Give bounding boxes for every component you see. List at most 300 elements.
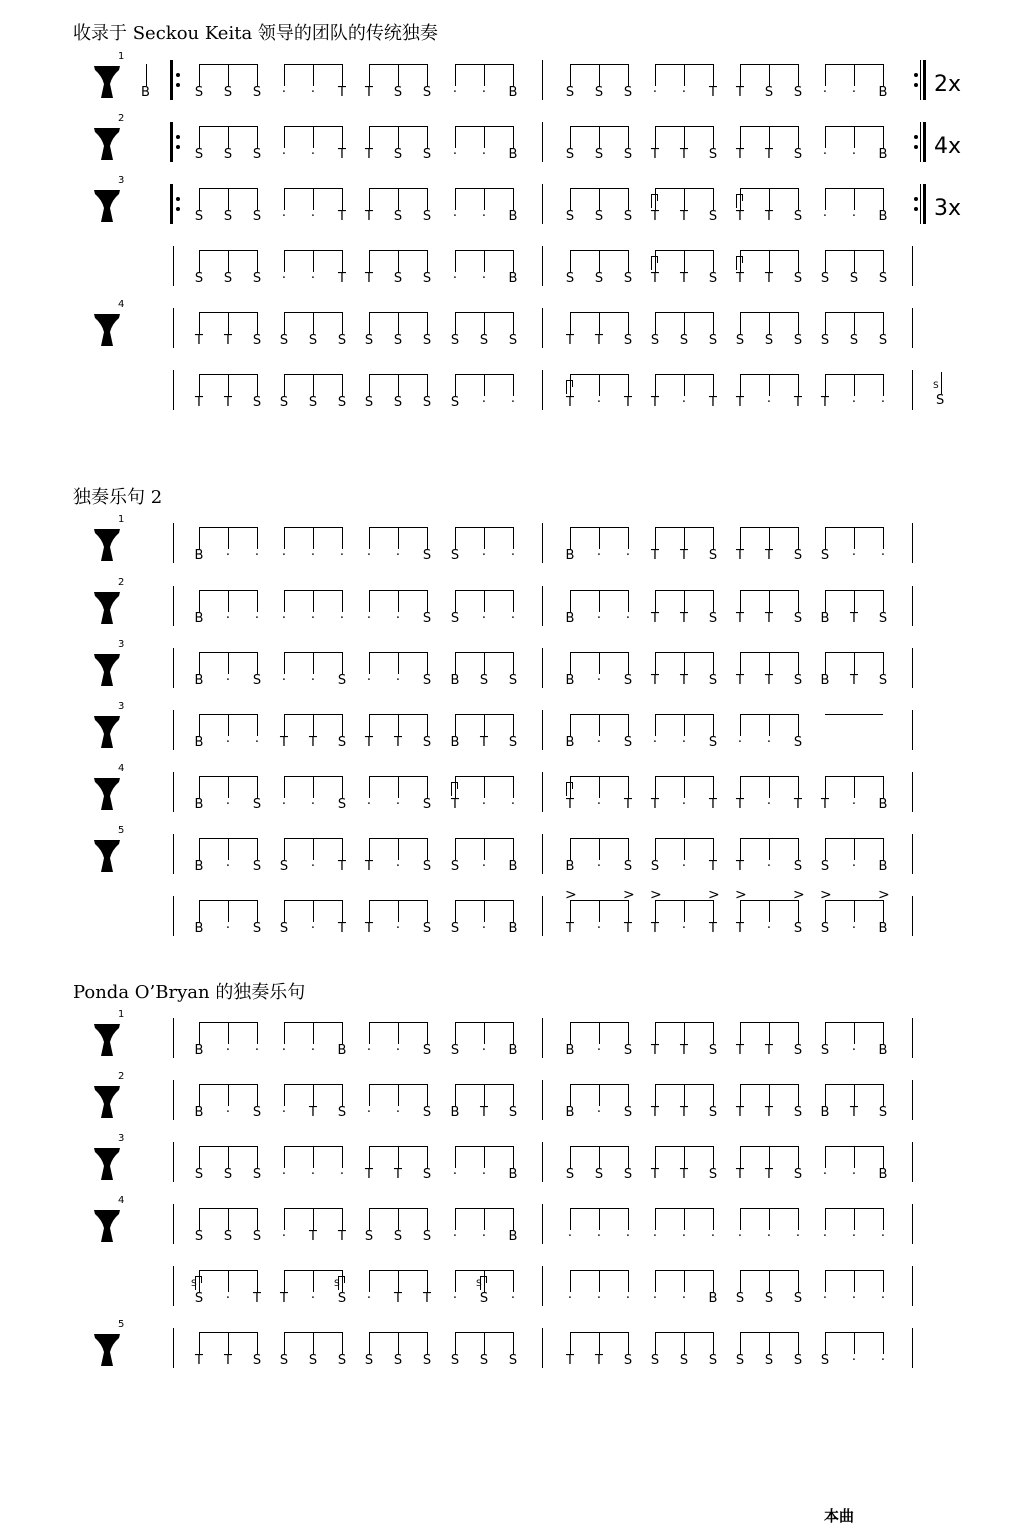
note-stem bbox=[228, 250, 229, 272]
note-symbol: T bbox=[765, 1167, 773, 1182]
note-symbol: · bbox=[225, 1105, 231, 1120]
note-symbol: S bbox=[793, 548, 803, 563]
note-stem bbox=[825, 126, 826, 148]
note-symbol: S bbox=[194, 85, 204, 100]
note-stem bbox=[628, 126, 629, 148]
note-symbol: S bbox=[252, 1105, 262, 1120]
note-symbol: T bbox=[566, 797, 574, 812]
note-symbol: S bbox=[252, 395, 262, 410]
beat-group bbox=[194, 1022, 260, 1058]
note-symbol: S bbox=[508, 1105, 518, 1120]
note-stem bbox=[854, 1208, 855, 1230]
note-symbol: S bbox=[308, 395, 318, 410]
beat-group bbox=[651, 652, 718, 688]
note-symbol: B bbox=[878, 209, 888, 224]
note-symbol: S bbox=[565, 209, 575, 224]
note-stem bbox=[369, 652, 370, 674]
bar-line bbox=[912, 370, 913, 410]
note-stem bbox=[570, 1270, 571, 1292]
beat-group bbox=[735, 1270, 803, 1306]
note-stem bbox=[798, 527, 799, 549]
note-stem bbox=[713, 374, 714, 396]
beat-group bbox=[452, 250, 518, 286]
note-stem bbox=[369, 250, 370, 272]
note-symbol: T bbox=[595, 333, 603, 348]
note-symbol: B bbox=[508, 271, 518, 286]
note-symbol: T bbox=[651, 797, 659, 812]
note-symbol: · bbox=[851, 1291, 857, 1306]
beat-group bbox=[652, 714, 718, 750]
note-symbol: · bbox=[310, 271, 316, 286]
bar-line bbox=[912, 834, 913, 874]
djembe-icon bbox=[92, 1206, 122, 1248]
note-stem bbox=[713, 1084, 714, 1106]
bar-line bbox=[912, 523, 913, 563]
note-symbol: B bbox=[878, 921, 888, 936]
beat-group bbox=[652, 64, 717, 100]
note-stem bbox=[398, 374, 399, 396]
note-stem bbox=[655, 652, 656, 674]
drum-number: 4 bbox=[118, 299, 125, 310]
beat-group bbox=[194, 652, 262, 688]
note-stem bbox=[369, 590, 370, 612]
note-stem bbox=[199, 900, 200, 922]
beat-group bbox=[194, 776, 262, 812]
note-stem bbox=[398, 714, 399, 736]
beat-group bbox=[736, 776, 802, 812]
note-stem bbox=[740, 1332, 741, 1354]
note-stem bbox=[740, 590, 741, 612]
beat-group bbox=[450, 1332, 518, 1368]
note-stem bbox=[284, 1084, 285, 1106]
note-symbol: · bbox=[481, 1229, 487, 1244]
beat-group bbox=[735, 887, 805, 936]
note-symbol: · bbox=[339, 1167, 345, 1182]
note-stem bbox=[740, 126, 741, 148]
note-symbol: S bbox=[422, 673, 432, 688]
note-symbol: · bbox=[452, 209, 458, 224]
note-symbol: B bbox=[450, 673, 460, 688]
beat-group bbox=[651, 776, 717, 812]
note-symbol: B bbox=[878, 797, 888, 812]
note-symbol: · bbox=[822, 1167, 828, 1182]
note-stem bbox=[713, 714, 714, 736]
bar-line bbox=[173, 834, 174, 874]
note-stem bbox=[484, 900, 485, 922]
note-symbol: S bbox=[708, 1105, 718, 1120]
note-symbol: S bbox=[793, 859, 803, 874]
note-stem bbox=[228, 1208, 229, 1230]
note-symbol: T bbox=[736, 859, 744, 874]
note-stem bbox=[257, 652, 258, 674]
note-stem bbox=[769, 652, 770, 674]
note-symbol: · bbox=[452, 147, 458, 162]
beat-group bbox=[366, 590, 432, 626]
note-stem bbox=[769, 714, 770, 736]
note-symbol: · bbox=[481, 147, 487, 162]
note-symbol: S bbox=[650, 859, 660, 874]
note-stem bbox=[484, 126, 485, 148]
note-stem bbox=[655, 1208, 656, 1230]
note-stem bbox=[599, 838, 600, 860]
note-symbol: S bbox=[508, 735, 518, 750]
note-symbol: S bbox=[623, 209, 633, 224]
beat-group bbox=[366, 527, 432, 563]
note-stem bbox=[398, 188, 399, 210]
note-symbol: T bbox=[736, 1167, 744, 1182]
note-stem bbox=[628, 1146, 629, 1168]
note-stem bbox=[257, 188, 258, 210]
note-stem bbox=[628, 64, 629, 86]
note-stem bbox=[599, 374, 600, 396]
note-stem bbox=[313, 714, 314, 736]
beat-group bbox=[194, 838, 262, 874]
note-symbol: · bbox=[596, 735, 602, 750]
note-stem bbox=[228, 1022, 229, 1044]
note-stem bbox=[199, 590, 200, 612]
beat-group bbox=[365, 64, 432, 100]
beat-group bbox=[565, 1084, 633, 1120]
note-symbol: B bbox=[194, 1105, 204, 1120]
beat-group bbox=[566, 312, 633, 348]
beat-group bbox=[194, 250, 262, 286]
note-symbol: T bbox=[566, 333, 574, 348]
note-symbol: S bbox=[337, 333, 347, 348]
section-title: 独奏乐句 2 bbox=[73, 487, 163, 508]
note-symbol: · bbox=[510, 797, 516, 812]
note-stem bbox=[740, 776, 741, 798]
note-symbol: B bbox=[878, 85, 888, 100]
note-symbol: S bbox=[793, 333, 803, 348]
note-stem bbox=[740, 374, 741, 396]
note-symbol: S bbox=[422, 1043, 432, 1058]
note-symbol: B bbox=[194, 921, 204, 936]
note-stem bbox=[199, 527, 200, 549]
note-stem bbox=[199, 64, 200, 86]
note-symbol: S bbox=[479, 1291, 489, 1306]
note-stem bbox=[684, 188, 685, 210]
note-stem bbox=[484, 250, 485, 272]
beat-group bbox=[565, 1146, 633, 1182]
note-stem bbox=[284, 1146, 285, 1168]
note-symbol: · bbox=[795, 1229, 801, 1244]
note-stem bbox=[484, 312, 485, 334]
note-symbol: S bbox=[337, 797, 347, 812]
beat-group bbox=[651, 1146, 718, 1182]
note-symbol: B bbox=[820, 611, 830, 626]
note-symbol: S bbox=[650, 1353, 660, 1368]
note-stem bbox=[369, 1332, 370, 1354]
note-stem bbox=[257, 250, 258, 272]
note-stem bbox=[199, 652, 200, 674]
note-symbol: S bbox=[708, 271, 718, 286]
note-symbol: S bbox=[793, 209, 803, 224]
drum-number: 1 bbox=[118, 1009, 125, 1020]
note-symbol: S bbox=[223, 209, 233, 224]
note-symbol: S bbox=[194, 209, 204, 224]
note-stem bbox=[628, 900, 629, 922]
note-stem bbox=[769, 776, 770, 798]
repeat-start-sign bbox=[170, 184, 180, 224]
section-title: Ponda O’Bryan 的独奏乐句 bbox=[73, 982, 306, 1003]
note-stem bbox=[342, 714, 343, 736]
note-symbol: · bbox=[310, 1167, 316, 1182]
note-symbol: S bbox=[623, 271, 633, 286]
note-stem bbox=[713, 776, 714, 798]
note-symbol: S bbox=[735, 333, 745, 348]
beat-group bbox=[651, 1084, 718, 1120]
note-symbol: S bbox=[623, 1167, 633, 1182]
note-stem bbox=[313, 590, 314, 612]
note-stem bbox=[628, 714, 629, 736]
note-stem bbox=[883, 250, 884, 272]
note-stem bbox=[883, 1332, 884, 1354]
note-stem bbox=[570, 1332, 571, 1354]
note-stem bbox=[513, 1270, 514, 1292]
note-symbol: · bbox=[225, 673, 231, 688]
note-stem bbox=[313, 1332, 314, 1354]
note-symbol: S bbox=[279, 1353, 289, 1368]
note-stem bbox=[284, 714, 285, 736]
bar-line bbox=[173, 1266, 174, 1306]
note-symbol: B bbox=[565, 859, 575, 874]
note-stem bbox=[655, 1270, 656, 1292]
bar-line bbox=[542, 1266, 543, 1306]
note-symbol: B bbox=[194, 673, 204, 688]
note-stem bbox=[284, 1332, 285, 1354]
beat-group bbox=[651, 188, 718, 224]
note-symbol: S bbox=[479, 1353, 489, 1368]
note-stem bbox=[228, 714, 229, 736]
note-stem bbox=[713, 1332, 714, 1354]
note-symbol: · bbox=[851, 1043, 857, 1058]
note-stem bbox=[655, 1146, 656, 1168]
note-stem bbox=[854, 900, 855, 922]
note-symbol: T bbox=[765, 1043, 773, 1058]
note-symbol: S bbox=[565, 1167, 575, 1182]
note-stem bbox=[513, 1084, 514, 1106]
note-symbol: T bbox=[765, 147, 773, 162]
note-symbol: T bbox=[195, 1353, 203, 1368]
note-stem bbox=[570, 126, 571, 148]
bar-line bbox=[912, 1080, 913, 1120]
note-stem bbox=[740, 714, 741, 736]
note-stem bbox=[798, 126, 799, 148]
repeat-count: 2x bbox=[934, 72, 962, 97]
note-symbol: · bbox=[395, 673, 401, 688]
note-stem bbox=[769, 312, 770, 334]
note-stem bbox=[854, 838, 855, 860]
note-stem bbox=[455, 1084, 456, 1106]
note-stem bbox=[427, 64, 428, 86]
note-symbol: · bbox=[481, 85, 487, 100]
note-symbol: S bbox=[793, 1105, 803, 1120]
note-symbol: · bbox=[652, 1229, 658, 1244]
note-symbol: · bbox=[254, 611, 260, 626]
note-symbol: S bbox=[252, 1229, 262, 1244]
note-symbol: S bbox=[623, 1105, 633, 1120]
note-stem bbox=[398, 838, 399, 860]
note-symbol: T bbox=[394, 735, 402, 750]
note-stem bbox=[398, 1146, 399, 1168]
note-symbol: B bbox=[565, 1043, 575, 1058]
note-stem bbox=[427, 1332, 428, 1354]
note-stem bbox=[427, 652, 428, 674]
note-stem bbox=[427, 714, 428, 736]
note-stem bbox=[570, 900, 571, 922]
note-stem bbox=[284, 776, 285, 798]
note-symbol: T bbox=[394, 1167, 402, 1182]
note-symbol: · bbox=[254, 548, 260, 563]
note-stem bbox=[398, 250, 399, 272]
repeat-start-sign bbox=[170, 122, 180, 162]
note-symbol: T bbox=[709, 395, 717, 410]
note-stem bbox=[369, 188, 370, 210]
beat-group bbox=[281, 64, 346, 100]
note-symbol: S bbox=[364, 1229, 374, 1244]
note-stem bbox=[655, 1332, 656, 1354]
bar-line bbox=[542, 370, 543, 410]
note-stem bbox=[257, 374, 258, 396]
note-stem bbox=[740, 1022, 741, 1044]
note-stem bbox=[854, 250, 855, 272]
beat-group bbox=[194, 126, 262, 162]
note-stem bbox=[798, 374, 799, 396]
beat-group bbox=[365, 188, 432, 224]
note-stem bbox=[769, 1332, 770, 1354]
note-stem bbox=[769, 527, 770, 549]
note-symbol: S bbox=[820, 1353, 830, 1368]
bar-line bbox=[912, 586, 913, 626]
beat-group bbox=[450, 1022, 518, 1058]
note-stem bbox=[313, 527, 314, 549]
note-stem bbox=[769, 250, 770, 272]
note-stem bbox=[342, 900, 343, 922]
note-stem bbox=[455, 250, 456, 272]
note-stem bbox=[628, 776, 629, 798]
note-stem bbox=[199, 1146, 200, 1168]
note-symbol: · bbox=[254, 1043, 260, 1058]
beat-group bbox=[821, 776, 888, 812]
note-stem bbox=[684, 838, 685, 860]
bar-line bbox=[912, 772, 913, 812]
note-stem bbox=[599, 652, 600, 674]
bar-line bbox=[912, 648, 913, 688]
note-symbol: B bbox=[508, 1229, 518, 1244]
bar-line bbox=[912, 246, 913, 286]
note-stem bbox=[513, 838, 514, 860]
note-stem bbox=[228, 1332, 229, 1354]
note-stem bbox=[513, 527, 514, 549]
note-symbol: S bbox=[337, 1291, 347, 1306]
beat-group bbox=[194, 527, 260, 563]
note-stem bbox=[825, 1146, 826, 1168]
bar-line bbox=[173, 710, 174, 750]
note-symbol: S bbox=[708, 1353, 718, 1368]
beat-group bbox=[736, 64, 803, 100]
note-symbol: B bbox=[708, 1291, 718, 1306]
beat-group bbox=[820, 312, 888, 348]
note-symbol: S bbox=[623, 333, 633, 348]
djembe-icon bbox=[92, 525, 122, 567]
note-symbol: · bbox=[681, 1291, 687, 1306]
note-symbol: S bbox=[793, 271, 803, 286]
note-symbol: S bbox=[565, 271, 575, 286]
note-symbol: S bbox=[450, 395, 460, 410]
note-symbol: · bbox=[510, 548, 516, 563]
note-symbol: S bbox=[422, 1105, 432, 1120]
note-symbol: T bbox=[566, 1353, 574, 1368]
note-stem bbox=[570, 64, 571, 86]
note-symbol: T bbox=[651, 673, 659, 688]
note-symbol: S bbox=[708, 1167, 718, 1182]
note-symbol: · bbox=[596, 395, 602, 410]
note-stem bbox=[513, 590, 514, 612]
note-stem bbox=[484, 1332, 485, 1354]
beat-group bbox=[452, 1270, 516, 1306]
note-symbol: S bbox=[679, 1353, 689, 1368]
note-stem bbox=[684, 312, 685, 334]
note-symbol: S bbox=[337, 1353, 347, 1368]
note-symbol: S bbox=[650, 333, 660, 348]
note-stem bbox=[369, 776, 370, 798]
note-symbol: · bbox=[339, 548, 345, 563]
beat-group bbox=[820, 1332, 886, 1368]
note-symbol: · bbox=[225, 548, 231, 563]
grace-flag bbox=[451, 782, 458, 789]
note-symbol: T bbox=[624, 395, 632, 410]
note-symbol: S bbox=[708, 147, 718, 162]
beat-group bbox=[194, 590, 260, 626]
note-symbol: S bbox=[422, 921, 432, 936]
note-stem bbox=[570, 1146, 571, 1168]
note-stem bbox=[199, 1084, 200, 1106]
note-symbol: S bbox=[565, 147, 575, 162]
note-stem bbox=[769, 188, 770, 210]
note-symbol: · bbox=[366, 1043, 372, 1058]
note-symbol: S bbox=[623, 673, 633, 688]
grace-flag bbox=[566, 380, 573, 387]
note-stem bbox=[342, 527, 343, 549]
note-symbol: T bbox=[709, 85, 717, 100]
note-stem bbox=[854, 527, 855, 549]
note-symbol: S bbox=[364, 333, 374, 348]
note-symbol: T bbox=[765, 548, 773, 563]
note-symbol: T bbox=[280, 1291, 288, 1306]
accent-mark: > bbox=[820, 887, 832, 903]
beat-group bbox=[565, 250, 633, 286]
note-stem bbox=[199, 838, 200, 860]
note-symbol: S bbox=[450, 1043, 460, 1058]
accent-mark: > bbox=[650, 887, 662, 903]
note-stem bbox=[427, 188, 428, 210]
beat-group bbox=[566, 1332, 633, 1368]
note-stem bbox=[570, 1084, 571, 1106]
note-symbol: T bbox=[680, 611, 688, 626]
note-symbol: S bbox=[793, 147, 803, 162]
note-symbol: · bbox=[281, 147, 287, 162]
note-stem bbox=[628, 838, 629, 860]
beat-group bbox=[820, 838, 888, 874]
note-stem bbox=[883, 64, 884, 86]
accent-mark: > bbox=[878, 887, 890, 903]
note-symbol: · bbox=[310, 673, 316, 688]
note-stem bbox=[798, 838, 799, 860]
note-symbol: · bbox=[281, 611, 287, 626]
note-stem bbox=[798, 1208, 799, 1230]
beat-group bbox=[194, 714, 260, 750]
beat-group bbox=[820, 652, 888, 688]
